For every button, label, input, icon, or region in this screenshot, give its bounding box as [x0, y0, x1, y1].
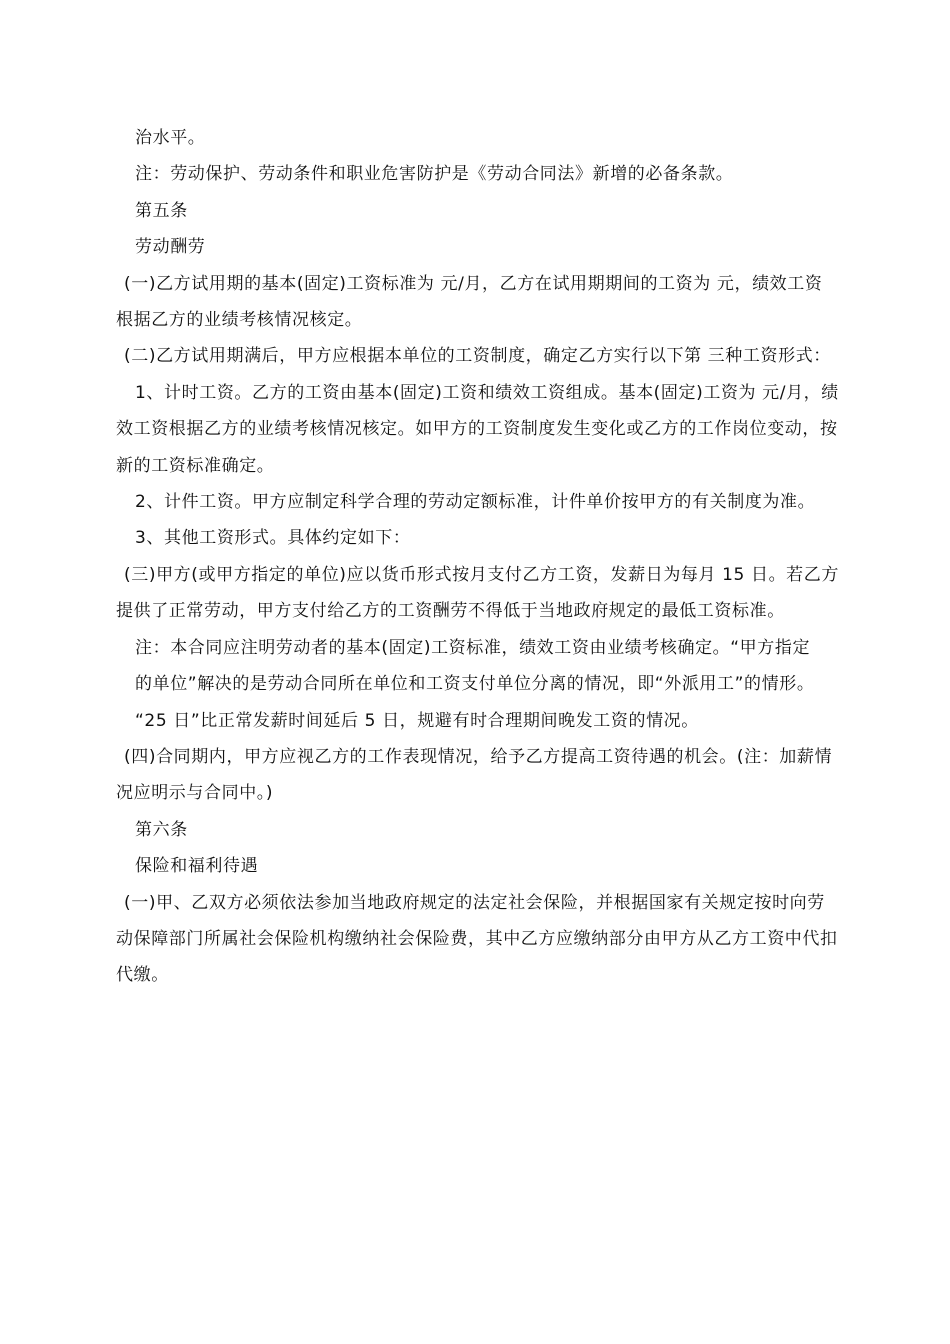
article-five-title: 劳动酬劳 [135, 237, 206, 258]
article-six-title: 保险和福利待遇 [135, 856, 259, 877]
paragraph-piece-wage: 2、计件工资。甲方应制定科学合理的劳动定额标准，计件单价按甲方的有关制度为准。 [135, 492, 816, 513]
paragraph-other-wage: 3、其他工资形式。具体约定如下： [135, 528, 411, 549]
paragraph-payment-day: (三)甲方(或甲方指定的单位)应以货币形式按月支付乙方工资，发薪日为每月 15 日。若乙方提供了正常劳动，甲方支付给乙方的工资酬劳不得低于当地政府规定的最低工资标准。 [116, 564, 839, 622]
paragraph-note-pay-delay: “25 日”比正常发薪时间延后 5 日，规避有时合理期间晚发工资的情况。 [135, 710, 699, 731]
article-five-heading: 第五条 [135, 200, 188, 221]
paragraph-raise-opportunity: (四)合同期内，甲方应视乙方的工作表现情况，给予乙方提高工资待遇的机会。(注：加薪情况应明示与合同中。) [116, 746, 833, 804]
paragraph-note-labor-protection: 注：劳动保护、劳动条件和职业危害防护是《劳动合同法》新增的必备条款。 [135, 164, 734, 185]
paragraph-continuation: 治水平。 [135, 128, 206, 148]
paragraph-social-insurance: (一)甲、乙双方必须依法参加当地政府规定的法定社会保险，并根据国家有关规定按时向劳动保障部门所属社会保险机构缴纳社会保险费，其中乙方应缴纳部分由甲方从乙方工资中代扣代缴。 [116, 892, 838, 986]
paragraph-note-wage-standard: 注：本合同应注明劳动者的基本(固定)工资标准，绩效工资由业绩考核确定。“甲方指定 [135, 637, 811, 658]
document-body [116, 120, 840, 994]
article-six-heading: 第六条 [135, 819, 188, 840]
paragraph-probation-wage: (一)乙方试用期的基本(固定)工资标准为 元/月，乙方在试用期期间的工资为 元，绩效工资根据乙方的业绩考核情况核定。 [116, 273, 823, 331]
paragraph-note-dispatch: 的单位”解决的是劳动合同所在单位和工资支付单位分离的情况，即“外派用工”的情形。 [135, 674, 815, 695]
paragraph-wage-form: (二)乙方试用期满后，甲方应根据本单位的工资制度，确定乙方实行以下第 三种工资形式： [124, 346, 831, 367]
paragraph-time-wage: 1、计时工资。乙方的工资由基本(固定)工资和绩效工资组成。基本(固定)工资为 元/月，绩效工资根据乙方的业绩考核情况核定。如甲方的工资制度发生变化或乙方的工作岗位变动，按新的工资标准确定。 [116, 382, 839, 476]
